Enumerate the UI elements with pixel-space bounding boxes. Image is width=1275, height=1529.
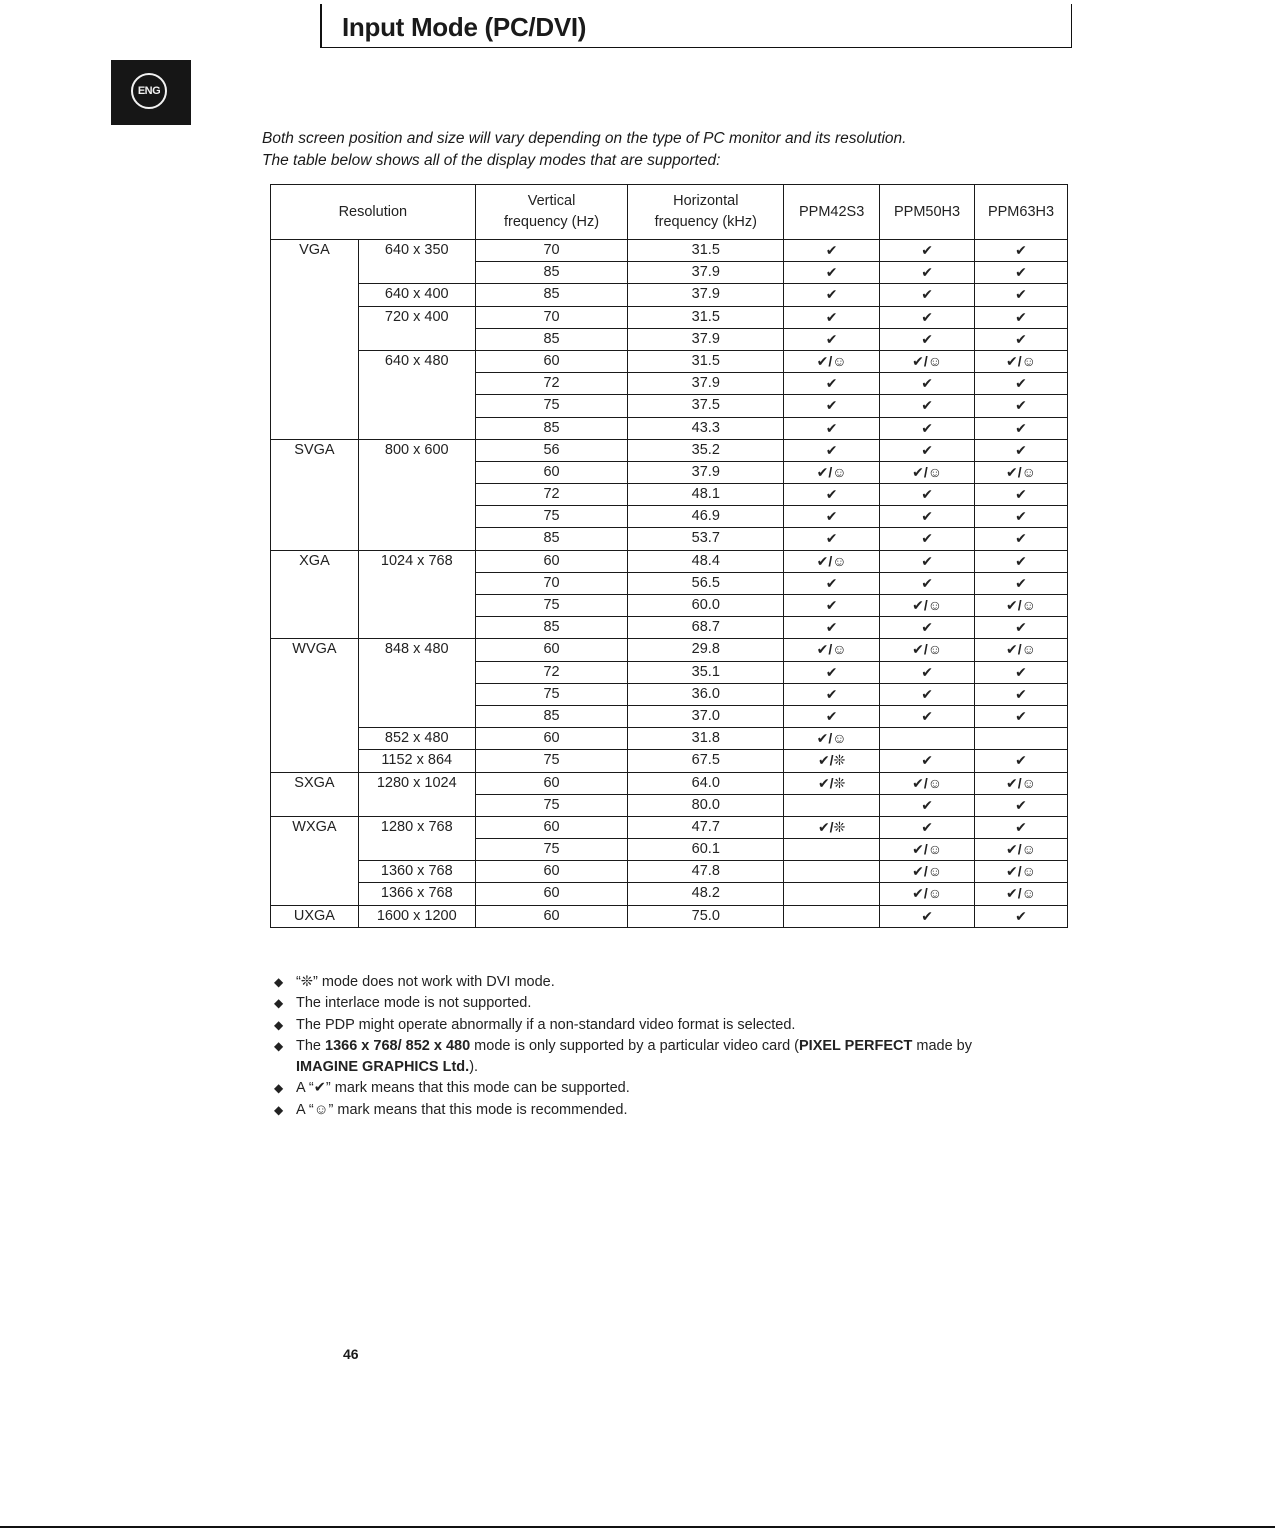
- support-ppm42s3-cell: ✔: [784, 328, 880, 350]
- resolution-cell: [358, 395, 475, 417]
- support-ppm42s3-cell: ✔: [784, 595, 880, 617]
- resolution-cell: [358, 794, 475, 816]
- support-ppm42s3-cell: ✔/☺: [784, 350, 880, 372]
- mode-cell: [271, 284, 359, 306]
- support-ppm50h3-cell: ✔: [880, 373, 975, 395]
- support-ppm63h3-cell: ✔/☺: [975, 772, 1068, 794]
- resolution-cell: [358, 617, 475, 639]
- support-ppm63h3-cell: ✔: [975, 395, 1068, 417]
- support-ppm50h3-cell: ✔: [880, 705, 975, 727]
- bullet-icon: ◆: [274, 996, 284, 1011]
- note-text: “❊” mode does not work with DVI mode.: [296, 974, 555, 990]
- mode-cell: [271, 750, 359, 772]
- table-row: [271, 240, 1068, 262]
- mode-cell: [271, 572, 359, 594]
- horizontal-frequency-cell: 35.1: [628, 661, 784, 683]
- vertical-frequency-cell: 75: [475, 839, 628, 861]
- horizontal-frequency-cell: 29.8: [628, 639, 784, 661]
- support-ppm63h3-cell: ✔: [975, 661, 1068, 683]
- support-ppm50h3-cell: ✔: [880, 417, 975, 439]
- mode-cell: [271, 461, 359, 483]
- vertical-frequency-cell: 75: [475, 395, 628, 417]
- vertical-frequency-cell: 70: [475, 306, 628, 328]
- support-ppm63h3-cell: ✔: [975, 705, 1068, 727]
- mode-cell: [271, 484, 359, 506]
- intro-line-1: Both screen position and size will vary depending on the type of PC monitor and its resolution.: [262, 130, 907, 147]
- support-ppm42s3-cell: ✔: [784, 417, 880, 439]
- horizontal-frequency-cell: 68.7: [628, 617, 784, 639]
- header-horizontal-frequency: Horizontal frequency (kHz): [628, 185, 784, 240]
- support-ppm63h3-cell: ✔/☺: [975, 639, 1068, 661]
- table-row: [271, 484, 1068, 506]
- vertical-frequency-cell: 60: [475, 772, 628, 794]
- horizontal-frequency-cell: 67.5: [628, 750, 784, 772]
- table-row: [271, 306, 1068, 328]
- language-badge-label: ENG: [131, 73, 167, 109]
- support-ppm63h3-cell: ✔: [975, 417, 1068, 439]
- support-ppm42s3-cell: ✔: [784, 705, 880, 727]
- notes-list: [274, 972, 972, 1121]
- support-ppm50h3-cell: ✔: [880, 240, 975, 262]
- support-ppm63h3-cell: ✔: [975, 794, 1068, 816]
- horizontal-frequency-cell: 37.0: [628, 705, 784, 727]
- table-row: [271, 373, 1068, 395]
- support-ppm63h3-cell: ✔: [975, 262, 1068, 284]
- mode-cell: [271, 506, 359, 528]
- support-ppm50h3-cell: ✔/☺: [880, 461, 975, 483]
- vertical-frequency-cell: 70: [475, 572, 628, 594]
- vertical-frequency-cell: 72: [475, 484, 628, 506]
- support-ppm42s3-cell: ✔/☺: [784, 550, 880, 572]
- horizontal-frequency-cell: 64.0: [628, 772, 784, 794]
- resolution-cell: 720 x 400: [358, 306, 475, 328]
- mode-cell: [271, 683, 359, 705]
- note-item: [274, 1100, 972, 1121]
- support-ppm42s3-cell: ✔/❊: [784, 772, 880, 794]
- resolution-cell: [358, 595, 475, 617]
- note-text-bold: 1366 x 768/ 852 x 480: [325, 1037, 471, 1054]
- note-text-bold: IMAGINE GRAPHICS Ltd.: [296, 1059, 470, 1076]
- support-ppm50h3-cell: ✔: [880, 506, 975, 528]
- support-ppm42s3-cell: ✔: [784, 306, 880, 328]
- note-item: [274, 972, 972, 993]
- support-ppm50h3-cell: ✔: [880, 683, 975, 705]
- bullet-icon: ◆: [274, 1102, 284, 1117]
- support-ppm50h3-cell: ✔: [880, 550, 975, 572]
- resolution-cell: 1600 x 1200: [358, 905, 475, 927]
- table-row: [271, 572, 1068, 594]
- support-ppm42s3-cell: ✔: [784, 617, 880, 639]
- support-ppm42s3-cell: ✔/☺: [784, 728, 880, 750]
- bullet-icon: ◆: [274, 1081, 284, 1096]
- vertical-frequency-cell: 72: [475, 661, 628, 683]
- support-ppm63h3-cell: ✔/☺: [975, 861, 1068, 883]
- support-ppm42s3-cell: ✔: [784, 373, 880, 395]
- table-row: [271, 661, 1068, 683]
- resolution-cell: 1360 x 768: [358, 861, 475, 883]
- horizontal-frequency-cell: 60.0: [628, 595, 784, 617]
- horizontal-frequency-cell: 37.9: [628, 284, 784, 306]
- horizontal-frequency-cell: 75.0: [628, 905, 784, 927]
- vertical-frequency-cell: 60: [475, 728, 628, 750]
- vertical-frequency-cell: 60: [475, 861, 628, 883]
- mode-cell: VGA: [271, 240, 359, 262]
- horizontal-frequency-cell: 48.1: [628, 484, 784, 506]
- horizontal-frequency-cell: 31.5: [628, 240, 784, 262]
- support-ppm42s3-cell: ✔: [784, 262, 880, 284]
- mode-cell: [271, 661, 359, 683]
- note-text: A “✔” mark means that this mode can be supported.: [296, 1080, 630, 1097]
- resolution-cell: 848 x 480: [358, 639, 475, 661]
- table-row: [271, 639, 1068, 661]
- vertical-frequency-cell: 85: [475, 328, 628, 350]
- display-modes-table: [270, 184, 1068, 928]
- vertical-frequency-cell: 60: [475, 639, 628, 661]
- mode-cell: SXGA: [271, 772, 359, 794]
- mode-cell: [271, 705, 359, 727]
- table-row: [271, 595, 1068, 617]
- horizontal-frequency-cell: 31.8: [628, 728, 784, 750]
- horizontal-frequency-cell: 48.2: [628, 883, 784, 905]
- header-model-ppm63h3: PPM63H3: [975, 185, 1068, 240]
- support-ppm63h3-cell: [975, 728, 1068, 750]
- mode-cell: [271, 617, 359, 639]
- support-ppm50h3-cell: ✔: [880, 794, 975, 816]
- mode-cell: [271, 262, 359, 284]
- support-ppm42s3-cell: ✔/❊: [784, 816, 880, 838]
- horizontal-frequency-cell: 31.5: [628, 350, 784, 372]
- note-text-part: ).: [469, 1059, 479, 1076]
- resolution-cell: [358, 417, 475, 439]
- vertical-frequency-cell: 60: [475, 883, 628, 905]
- support-ppm63h3-cell: ✔: [975, 816, 1068, 838]
- vertical-frequency-cell: 85: [475, 284, 628, 306]
- support-ppm50h3-cell: ✔/☺: [880, 595, 975, 617]
- vertical-frequency-cell: 85: [475, 617, 628, 639]
- vertical-frequency-cell: 60: [475, 816, 628, 838]
- resolution-cell: 1280 x 1024: [358, 772, 475, 794]
- resolution-cell: 852 x 480: [358, 728, 475, 750]
- note-text-part: made by: [912, 1037, 972, 1054]
- support-ppm42s3-cell: ✔: [784, 240, 880, 262]
- horizontal-frequency-cell: 37.9: [628, 461, 784, 483]
- resolution-cell: [358, 572, 475, 594]
- support-ppm63h3-cell: ✔: [975, 484, 1068, 506]
- support-ppm42s3-cell: [784, 861, 880, 883]
- support-ppm42s3-cell: ✔: [784, 439, 880, 461]
- page-title: Input Mode (PC/DVI): [342, 12, 587, 42]
- horizontal-frequency-cell: 37.9: [628, 328, 784, 350]
- support-ppm50h3-cell: [880, 728, 975, 750]
- support-ppm50h3-cell: ✔: [880, 262, 975, 284]
- horizontal-frequency-cell: 31.5: [628, 306, 784, 328]
- vertical-frequency-cell: 75: [475, 683, 628, 705]
- vertical-frequency-cell: 60: [475, 550, 628, 572]
- resolution-cell: 1152 x 864: [358, 750, 475, 772]
- table-row: [271, 905, 1068, 927]
- resolution-cell: [358, 262, 475, 284]
- support-ppm42s3-cell: ✔: [784, 572, 880, 594]
- header-vertical-frequency: Vertical frequency (Hz): [475, 185, 628, 240]
- resolution-cell: 640 x 480: [358, 350, 475, 372]
- support-ppm63h3-cell: ✔/☺: [975, 883, 1068, 905]
- table-row: [271, 683, 1068, 705]
- note-text-part: mode is only supported by a particular video card (: [470, 1037, 799, 1054]
- support-ppm50h3-cell: ✔: [880, 439, 975, 461]
- support-ppm63h3-cell: ✔: [975, 439, 1068, 461]
- support-ppm50h3-cell: ✔/☺: [880, 883, 975, 905]
- resolution-cell: [358, 506, 475, 528]
- vertical-frequency-cell: 75: [475, 595, 628, 617]
- support-ppm42s3-cell: ✔: [784, 506, 880, 528]
- support-ppm63h3-cell: ✔/☺: [975, 595, 1068, 617]
- resolution-cell: 1280 x 768: [358, 816, 475, 838]
- horizontal-frequency-cell: 46.9: [628, 506, 784, 528]
- note-text: The PDP might operate abnormally if a non-standard video format is selected.: [296, 1016, 796, 1033]
- support-ppm63h3-cell: ✔: [975, 528, 1068, 550]
- mode-cell: SVGA: [271, 439, 359, 461]
- support-ppm42s3-cell: [784, 883, 880, 905]
- support-ppm50h3-cell: ✔/☺: [880, 861, 975, 883]
- vertical-frequency-cell: 60: [475, 350, 628, 372]
- note-text-part: The: [296, 1037, 326, 1054]
- mode-cell: [271, 328, 359, 350]
- vertical-frequency-cell: 75: [475, 506, 628, 528]
- table-row: [271, 417, 1068, 439]
- horizontal-frequency-cell: 37.9: [628, 373, 784, 395]
- support-ppm50h3-cell: ✔: [880, 816, 975, 838]
- support-ppm63h3-cell: ✔: [975, 683, 1068, 705]
- note-text: The interlace mode is not supported.: [296, 995, 532, 1012]
- note-text-bold: PIXEL PERFECT: [799, 1037, 913, 1054]
- resolution-cell: [358, 484, 475, 506]
- support-ppm50h3-cell: ✔: [880, 284, 975, 306]
- vertical-frequency-cell: 72: [475, 373, 628, 395]
- support-ppm50h3-cell: ✔: [880, 617, 975, 639]
- horizontal-frequency-cell: 80.0: [628, 794, 784, 816]
- support-ppm63h3-cell: ✔: [975, 306, 1068, 328]
- support-ppm63h3-cell: ✔: [975, 617, 1068, 639]
- support-ppm63h3-cell: ✔: [975, 284, 1068, 306]
- support-ppm50h3-cell: ✔/☺: [880, 772, 975, 794]
- bottom-rule: [0, 1526, 1275, 1528]
- vertical-frequency-cell: 85: [475, 528, 628, 550]
- horizontal-frequency-cell: 37.5: [628, 395, 784, 417]
- support-ppm63h3-cell: ✔: [975, 373, 1068, 395]
- table-row: [271, 395, 1068, 417]
- header-model-ppm50h3: PPM50H3: [880, 185, 975, 240]
- table-row: [271, 284, 1068, 306]
- horizontal-frequency-cell: 48.4: [628, 550, 784, 572]
- horizontal-frequency-cell: 53.7: [628, 528, 784, 550]
- note-item: [274, 1078, 972, 1099]
- support-ppm63h3-cell: ✔/☺: [975, 461, 1068, 483]
- table-row: [271, 461, 1068, 483]
- page-number: 46: [343, 1346, 359, 1362]
- mode-cell: XGA: [271, 550, 359, 572]
- mode-cell: [271, 839, 359, 861]
- support-ppm50h3-cell: ✔: [880, 328, 975, 350]
- mode-cell: [271, 728, 359, 750]
- horizontal-frequency-cell: 43.3: [628, 417, 784, 439]
- table-body: [271, 240, 1068, 928]
- table-row: [271, 262, 1068, 284]
- mode-cell: [271, 595, 359, 617]
- horizontal-frequency-cell: 37.9: [628, 262, 784, 284]
- table-row: [271, 728, 1068, 750]
- support-ppm63h3-cell: ✔: [975, 506, 1068, 528]
- support-ppm63h3-cell: ✔/☺: [975, 350, 1068, 372]
- support-ppm42s3-cell: ✔: [784, 528, 880, 550]
- vertical-frequency-cell: 56: [475, 439, 628, 461]
- support-ppm63h3-cell: ✔/☺: [975, 839, 1068, 861]
- table-row: [271, 439, 1068, 461]
- mode-cell: [271, 861, 359, 883]
- support-ppm42s3-cell: ✔: [784, 395, 880, 417]
- note-item: [274, 1015, 972, 1036]
- resolution-cell: 640 x 350: [358, 240, 475, 262]
- table-row: [271, 350, 1068, 372]
- support-ppm50h3-cell: ✔: [880, 528, 975, 550]
- note-item: [274, 1036, 972, 1079]
- vertical-frequency-cell: 60: [475, 905, 628, 927]
- table-header-row: [271, 185, 1068, 240]
- horizontal-frequency-cell: 47.8: [628, 861, 784, 883]
- mode-cell: [271, 794, 359, 816]
- mode-cell: [271, 528, 359, 550]
- intro-line-2: The table below shows all of the display modes that are supported:: [262, 152, 721, 169]
- table-row: [271, 328, 1068, 350]
- resolution-cell: [358, 839, 475, 861]
- mode-cell: [271, 306, 359, 328]
- resolution-cell: [358, 705, 475, 727]
- horizontal-frequency-cell: 56.5: [628, 572, 784, 594]
- table-row: [271, 705, 1068, 727]
- support-ppm50h3-cell: ✔: [880, 395, 975, 417]
- note-text: A “☺” mark means that this mode is recommended.: [296, 1101, 628, 1118]
- support-ppm42s3-cell: ✔/❊: [784, 750, 880, 772]
- vertical-frequency-cell: 85: [475, 262, 628, 284]
- bullet-icon: ◆: [274, 1038, 284, 1053]
- mode-cell: WVGA: [271, 639, 359, 661]
- mode-cell: [271, 883, 359, 905]
- mode-cell: WXGA: [271, 816, 359, 838]
- table-row: [271, 839, 1068, 861]
- resolution-cell: 1024 x 768: [358, 550, 475, 572]
- mode-cell: UXGA: [271, 905, 359, 927]
- horizontal-frequency-cell: 36.0: [628, 683, 784, 705]
- resolution-cell: [358, 683, 475, 705]
- support-ppm63h3-cell: ✔: [975, 328, 1068, 350]
- resolution-cell: [358, 373, 475, 395]
- horizontal-frequency-cell: 35.2: [628, 439, 784, 461]
- mode-cell: [271, 417, 359, 439]
- resolution-cell: [358, 661, 475, 683]
- support-ppm50h3-cell: ✔: [880, 750, 975, 772]
- support-ppm50h3-cell: ✔: [880, 306, 975, 328]
- horizontal-frequency-cell: 60.1: [628, 839, 784, 861]
- support-ppm42s3-cell: ✔: [784, 661, 880, 683]
- table-row: [271, 528, 1068, 550]
- vertical-frequency-cell: 75: [475, 794, 628, 816]
- support-ppm63h3-cell: ✔: [975, 750, 1068, 772]
- resolution-cell: 1366 x 768: [358, 883, 475, 905]
- language-badge: [111, 60, 191, 125]
- table-row: [271, 772, 1068, 794]
- support-ppm50h3-cell: ✔/☺: [880, 839, 975, 861]
- resolution-cell: [358, 461, 475, 483]
- horizontal-frequency-cell: 47.7: [628, 816, 784, 838]
- resolution-cell: 800 x 600: [358, 439, 475, 461]
- support-ppm42s3-cell: [784, 839, 880, 861]
- support-ppm42s3-cell: [784, 794, 880, 816]
- intro-text: [262, 128, 906, 172]
- table-row: [271, 550, 1068, 572]
- support-ppm50h3-cell: ✔: [880, 572, 975, 594]
- vertical-frequency-cell: 75: [475, 750, 628, 772]
- support-ppm50h3-cell: ✔/☺: [880, 639, 975, 661]
- support-ppm50h3-cell: ✔: [880, 905, 975, 927]
- table-row: [271, 617, 1068, 639]
- vertical-frequency-cell: 70: [475, 240, 628, 262]
- table-row: [271, 861, 1068, 883]
- header-model-ppm42s3: PPM42S3: [784, 185, 880, 240]
- mode-cell: [271, 350, 359, 372]
- support-ppm42s3-cell: ✔/☺: [784, 461, 880, 483]
- support-ppm50h3-cell: ✔: [880, 661, 975, 683]
- table-row: [271, 506, 1068, 528]
- title-box: [320, 4, 1072, 48]
- table-row: [271, 816, 1068, 838]
- support-ppm42s3-cell: ✔/☺: [784, 639, 880, 661]
- resolution-cell: 640 x 400: [358, 284, 475, 306]
- support-ppm63h3-cell: ✔: [975, 240, 1068, 262]
- resolution-cell: [358, 328, 475, 350]
- support-ppm42s3-cell: ✔: [784, 284, 880, 306]
- support-ppm50h3-cell: ✔/☺: [880, 350, 975, 372]
- vertical-frequency-cell: 60: [475, 461, 628, 483]
- table-row: [271, 750, 1068, 772]
- support-ppm42s3-cell: ✔: [784, 484, 880, 506]
- mode-cell: [271, 373, 359, 395]
- support-ppm63h3-cell: ✔: [975, 572, 1068, 594]
- vertical-frequency-cell: 85: [475, 705, 628, 727]
- support-ppm42s3-cell: ✔: [784, 683, 880, 705]
- header-resolution: Resolution: [271, 185, 476, 240]
- resolution-cell: [358, 528, 475, 550]
- bullet-icon: ◆: [274, 1017, 284, 1032]
- vertical-frequency-cell: 85: [475, 417, 628, 439]
- support-ppm50h3-cell: ✔: [880, 484, 975, 506]
- mode-cell: [271, 395, 359, 417]
- bullet-icon: ◆: [274, 975, 284, 989]
- table-row: [271, 883, 1068, 905]
- table-row: [271, 794, 1068, 816]
- support-ppm63h3-cell: ✔: [975, 905, 1068, 927]
- support-ppm63h3-cell: ✔: [975, 550, 1068, 572]
- support-ppm42s3-cell: [784, 905, 880, 927]
- note-item: [274, 993, 972, 1014]
